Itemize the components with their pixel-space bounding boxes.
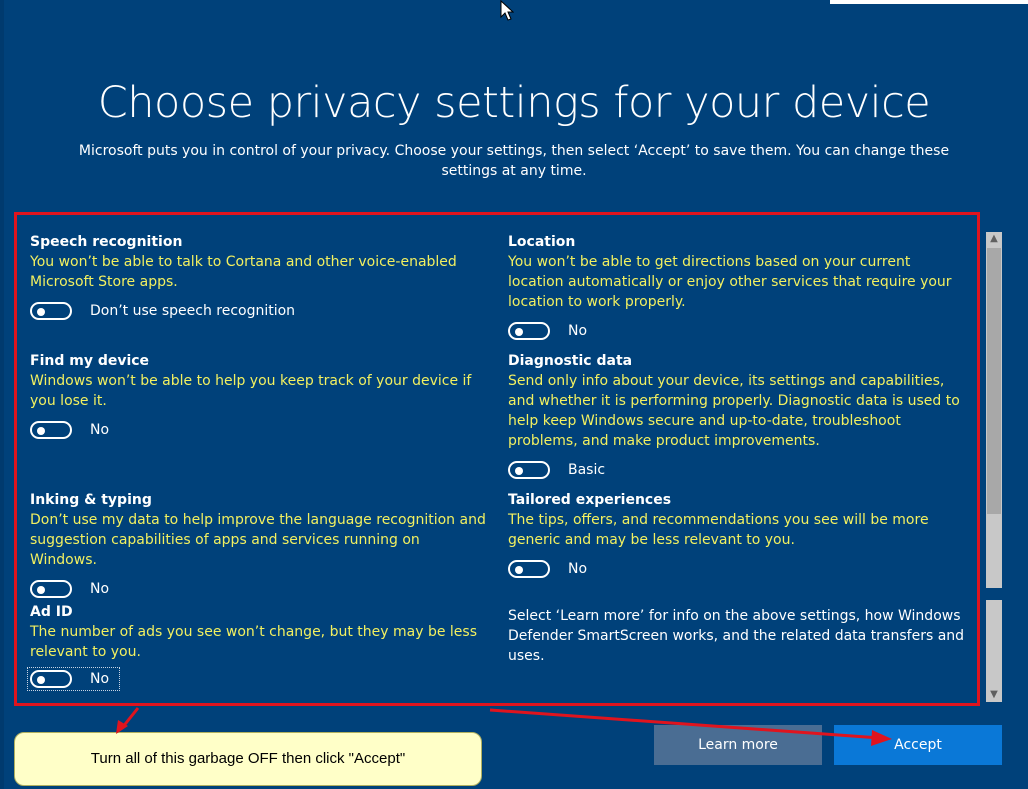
setting-description: You won’t be able to talk to Cortana and other voice-enabled Microsoft Store apps. xyxy=(30,254,457,290)
setting-name: Ad ID xyxy=(30,604,73,620)
toggle-state-label: No xyxy=(90,422,110,438)
setting-name: Location xyxy=(508,234,576,250)
page-subtitle: Microsoft puts you in control of your privacy. Choose your settings, then select ‘Accept’ to save them. You can change these settings at any time. xyxy=(78,143,950,179)
chevron-down-icon[interactable]: ▼ xyxy=(990,689,998,700)
setting-description: You won’t be able to get directions based on your current location automatically or enjoy other services that require your location to work properly. xyxy=(508,254,952,310)
accept-button[interactable]: Accept xyxy=(834,725,1002,765)
learn-more-button[interactable]: Learn more xyxy=(654,725,822,765)
chevron-up-icon[interactable]: ▲ xyxy=(990,233,998,244)
page-title: Choose privacy settings for your device xyxy=(97,78,931,128)
setting-description: Don’t use my data to help improve the language recognition and suggestion capabilities of apps and services running on Windows. xyxy=(30,512,486,568)
setting-name: Diagnostic data xyxy=(508,353,633,369)
setting-description: The number of ads you see won’t change, but they may be less relevant to you. xyxy=(30,624,477,660)
toggle-state-label: Don’t use speech recognition xyxy=(90,303,296,319)
annotation-callout: Turn all of this garbage OFF then click "Accept" xyxy=(14,732,482,786)
mouse-pointer-icon xyxy=(500,0,514,22)
toggle-state-label: No xyxy=(568,323,588,339)
toggle-state-label: No xyxy=(90,581,110,597)
learn-more-info: Select ‘Learn more’ for info on the above settings, how Windows Defender SmartScreen works, and the related data transfers and uses. xyxy=(508,608,965,664)
setting-description: The tips, offers, and recommendations you see will be more generic and may be less relevant to you. xyxy=(508,512,929,548)
toggle-state-label: Basic xyxy=(568,462,606,478)
toggle-state-label: No xyxy=(568,561,588,577)
setting-description: Windows won’t be able to help you keep track of your device if you lose it. xyxy=(30,373,472,409)
arrowhead-accept xyxy=(871,730,892,746)
setting-name: Find my device xyxy=(30,353,150,369)
setting-name: Speech recognition xyxy=(30,234,183,250)
setting-description: Send only info about your device, its settings and capabilities, and whether it is performing properly. Diagnostic data is used to help keep Windows secure and up-to-date, troubleshoot problems, and make product improvements. xyxy=(508,373,960,449)
arrow-to-accept xyxy=(490,710,880,738)
setting-name: Tailored experiences xyxy=(508,492,672,508)
toggle-state-label: No xyxy=(90,671,110,687)
setting-name: Inking & typing xyxy=(30,492,152,508)
